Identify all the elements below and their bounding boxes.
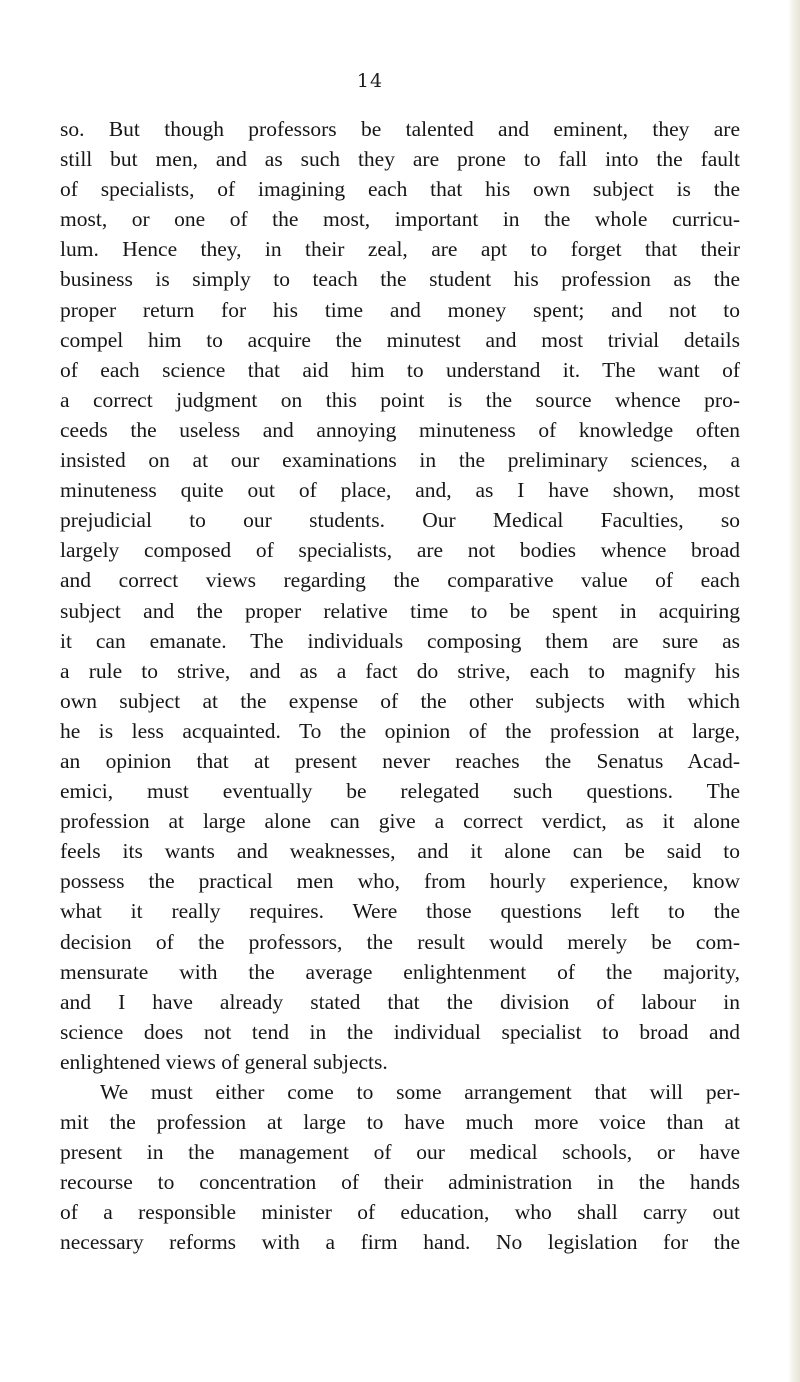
text-line: prejudicial to our students. Our Medical Faculties, so <box>60 508 740 533</box>
text-line: still but men, and as such they are prone to fall into the fault <box>60 147 740 172</box>
text-line: a rule to strive, and as a fact do strive, each to magnify his <box>60 658 740 683</box>
text-line: proper return for his time and money spent; and not to <box>60 297 740 322</box>
page-number: 14 <box>356 70 384 92</box>
text-line: emici, must eventually be relegated such questions. The <box>60 779 740 804</box>
text-line: recourse to concentration of their administration in the hands <box>60 1170 740 1195</box>
text-line: it can emanate. The individuals composing them are sure as <box>60 628 740 653</box>
text-line: possess the practical men who, from hourly experience, know <box>60 869 740 894</box>
text-line: of a responsible minister of education, who shall carry out <box>60 1200 740 1225</box>
text-line: what it really requires. Were those questions left to the <box>60 899 740 924</box>
text-line: decision of the professors, the result would merely be com- <box>60 929 740 954</box>
text-line: and correct views regarding the comparative value of each <box>60 568 740 593</box>
text-line: minuteness quite out of place, and, as I have shown, most <box>60 478 740 503</box>
text-line: and I have already stated that the division of labour in <box>60 989 740 1014</box>
text-line: present in the management of our medical schools, or have <box>60 1140 740 1165</box>
body-text <box>60 114 740 1258</box>
text-line: insisted on at our examinations in the preliminary sciences, a <box>60 448 740 473</box>
text-line: largely composed of specialists, are not bodies whence broad <box>60 538 740 563</box>
text-line: business is simply to teach the student his profession as the <box>60 267 740 292</box>
paragraph <box>60 114 740 1077</box>
page-edge-shadow <box>788 0 800 1382</box>
text-line: enlightened views of general subjects. <box>60 1049 388 1074</box>
paragraph <box>60 1077 740 1258</box>
text-line: a correct judgment on this point is the source whence pro- <box>60 387 740 412</box>
text-line: ceeds the useless and annoying minuteness of knowledge often <box>60 417 740 442</box>
text-line: feels its wants and weaknesses, and it alone can be said to <box>60 839 740 864</box>
text-line: mit the profession at large to have much more voice than at <box>60 1110 740 1135</box>
text-line: profession at large alone can give a correct verdict, as it alone <box>60 809 740 834</box>
text-line: of specialists, of imagining each that his own subject is the <box>60 177 740 202</box>
text-line: of each science that aid him to understand it. The want of <box>60 357 740 382</box>
text-line: lum. Hence they, in their zeal, are apt to forget that their <box>60 237 740 262</box>
text-line: science does not tend in the individual specialist to broad and <box>60 1019 740 1044</box>
text-line: We must either come to some arrangement that will per- <box>100 1080 740 1104</box>
text-line: subject and the proper relative time to be spent in acquiring <box>60 598 740 623</box>
text-line: he is less acquainted. To the opinion of the profession at large, <box>60 718 740 743</box>
text-line: necessary reforms with a firm hand. No legislation for the <box>60 1230 740 1255</box>
text-line: an opinion that at present never reaches the Senatus Acad- <box>60 748 740 773</box>
text-line: mensurate with the average enlightenment of the majority, <box>60 959 740 984</box>
text-line: most, or one of the most, important in the whole curricu- <box>60 207 740 232</box>
text-line: own subject at the expense of the other subjects with which <box>60 688 740 713</box>
text-line: so. But though professors be talented and eminent, they are <box>60 117 740 141</box>
text-line: compel him to acquire the minutest and most trivial details <box>60 327 740 352</box>
